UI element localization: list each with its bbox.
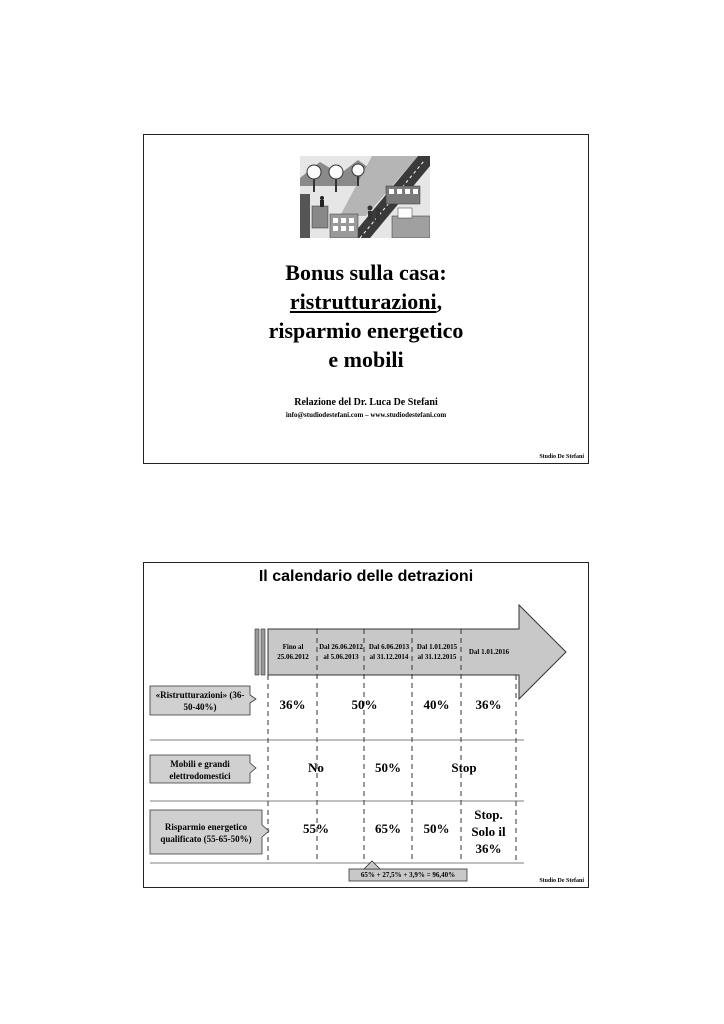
title-line-4: e mobili: [328, 347, 404, 372]
sum-note: 65% + 27,5% + 3,9% = 96,40%: [360, 871, 456, 879]
row-label-risparmio: Risparmio energetico qualificato (55-65-50%): [160, 821, 252, 844]
row-label-ristrutturazioni: «Ristrutturazioni» (36-50-40%): [155, 690, 245, 712]
cell-mobili-1: No: [308, 760, 324, 775]
period-5: Dal 1.01.2016: [468, 648, 510, 656]
cell-risparmio-3: 50%: [423, 821, 450, 836]
calendar-slide: [143, 562, 589, 888]
cell-mobili-2: 50%: [375, 760, 401, 775]
cell-risparmio-1: 55%: [303, 821, 329, 836]
contact-line: info@studiodestefani.com – www.studiodestefani.com: [285, 411, 447, 419]
cell-ristrutturazioni-1: 36%: [279, 697, 306, 712]
cell-ristrutturazioni-4: 36%: [475, 697, 502, 712]
cell-risparmio-4: Stop. Solo il 36%: [471, 807, 506, 856]
presentation-title: [144, 258, 588, 374]
title-line-2-underlined: ristrutturazioni: [289, 289, 437, 314]
title-line-1: Bonus sulla casa:: [285, 260, 447, 285]
period-1: Fino al 25.06.2012: [277, 643, 309, 661]
title-line-3: risparmio energetico: [268, 318, 464, 343]
cell-ristrutturazioni-2: 50%: [351, 697, 378, 712]
cell-mobili-3: Stop: [451, 760, 477, 775]
period-3: Dal 6.06.2013 al 31.12.2014: [368, 643, 410, 661]
title-slide: [143, 134, 589, 464]
slide-footer: Studio De Stefani: [539, 454, 584, 460]
cell-ristrutturazioni-3: 40%: [423, 697, 450, 712]
slide-title: Il calendario delle detrazioni: [258, 568, 474, 585]
title-line-2: [144, 287, 588, 316]
author-line: Relazione del Dr. Luca De Stefani: [294, 397, 438, 408]
row-label-mobili: Mobili e grandi elettrodomestici: [169, 758, 231, 781]
period-4: Dal 1.01.2015 al 31.12.2015: [416, 643, 458, 661]
city-illustration: [300, 156, 430, 238]
cell-risparmio-2: 65%: [375, 821, 401, 836]
period-2: Dal 26.06.2012 al 5.06.2013: [319, 643, 363, 661]
title-line-2-suffix: ,: [436, 289, 443, 314]
slide-footer: Studio De Stefani: [539, 878, 584, 884]
